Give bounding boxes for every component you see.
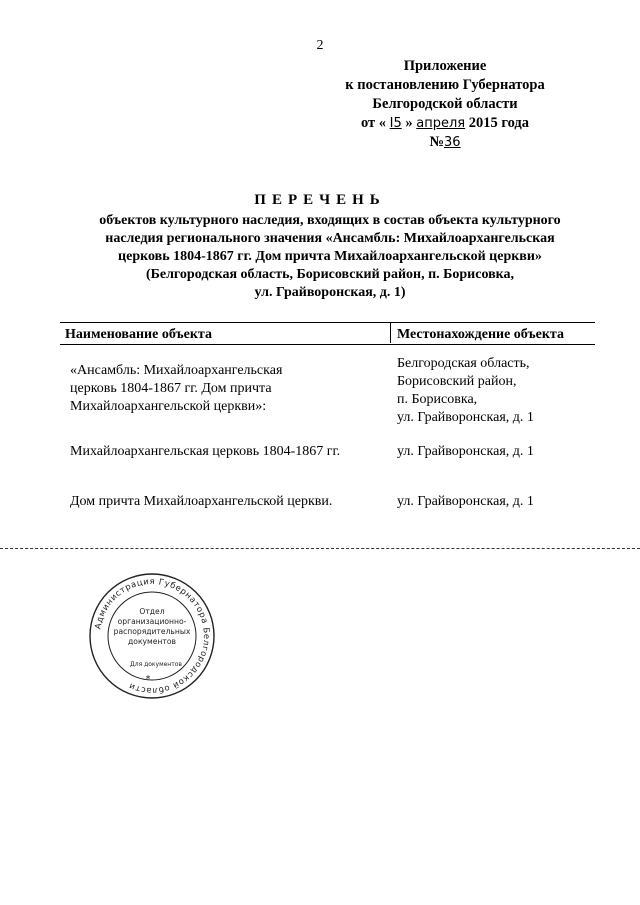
stamp-inner-line: распорядительных	[113, 627, 191, 636]
page-bottom-rule	[0, 548, 640, 549]
row1-location-line: Борисовский район,	[397, 374, 517, 389]
appendix-date	[330, 114, 560, 133]
official-stamp	[88, 572, 216, 700]
number-prefix: №	[429, 134, 445, 150]
stamp-inner-line: документов	[128, 637, 176, 646]
subtitle-line: ул. Грайворонская, д. 1)	[254, 285, 406, 300]
row1-location	[397, 355, 597, 427]
stamp-bottom-text: Для документов	[130, 661, 182, 668]
appendix-number	[330, 133, 560, 152]
document-title: ПЕРЕЧЕНЬ	[254, 192, 386, 208]
row3-location: ул. Грайворонская, д. 1	[397, 494, 534, 509]
appendix-block	[330, 57, 560, 152]
appendix-line1: Приложение	[403, 58, 487, 74]
date-mid: »	[405, 115, 413, 131]
header-object-location: Местонахождение объекта	[397, 327, 564, 342]
subtitle-line: (Белгородская область, Борисовский район, п. Борисовка,	[145, 267, 515, 282]
stamp-star-icon: *	[145, 674, 151, 685]
document-subtitle	[80, 212, 580, 302]
date-year: 2015 года	[468, 115, 530, 131]
row1-location-line: Белгородская область,	[397, 356, 530, 371]
row1-name	[70, 362, 370, 416]
row1-name-line: Михайлоархангельской церкви»:	[70, 399, 267, 414]
appendix-line2: к постановлению Губернатора	[345, 77, 545, 93]
row1-name-line: «Ансамбль: Михайлоархангельская	[70, 363, 283, 378]
row3-name: Дом причта Михайлоархангельской церкви.	[70, 494, 333, 509]
subtitle-line: наследия регионального значения «Ансамбль: Михайлоархангельская	[105, 231, 555, 246]
number-value: 36	[444, 135, 461, 150]
row2-name: Михайлоархангельская церковь 1804-1867 гг.	[70, 444, 341, 459]
date-prefix: от «	[360, 115, 387, 131]
appendix-line3: Белгородской области	[372, 96, 518, 112]
date-month: апреля	[416, 116, 466, 131]
stamp-inner-line: организационно-	[117, 617, 187, 626]
row1-location-line: ул. Грайворонская, д. 1	[397, 410, 534, 425]
row2-location: ул. Грайворонская, д. 1	[397, 444, 534, 459]
header-column-divider	[390, 323, 391, 343]
row1-name-line: церковь 1804-1867 гг. Дом причта	[70, 381, 272, 396]
header-object-name: Наименование объекта	[65, 327, 212, 342]
row1-location-line: п. Борисовка,	[397, 392, 478, 407]
table-header-rule	[60, 344, 595, 345]
page-number: 2	[316, 38, 324, 53]
subtitle-line: церковь 1804-1867 гг. Дом причта Михайлоархангельской церкви»	[118, 249, 542, 264]
table-top-rule	[60, 322, 595, 323]
subtitle-line: объектов культурного наследия, входящих в состав объекта культурного	[99, 213, 561, 228]
date-day: I5	[389, 116, 402, 131]
stamp-inner-line: Отдел	[139, 607, 165, 616]
stamp-outer-text: Администрация Губернатора Белгородской области	[92, 575, 213, 697]
